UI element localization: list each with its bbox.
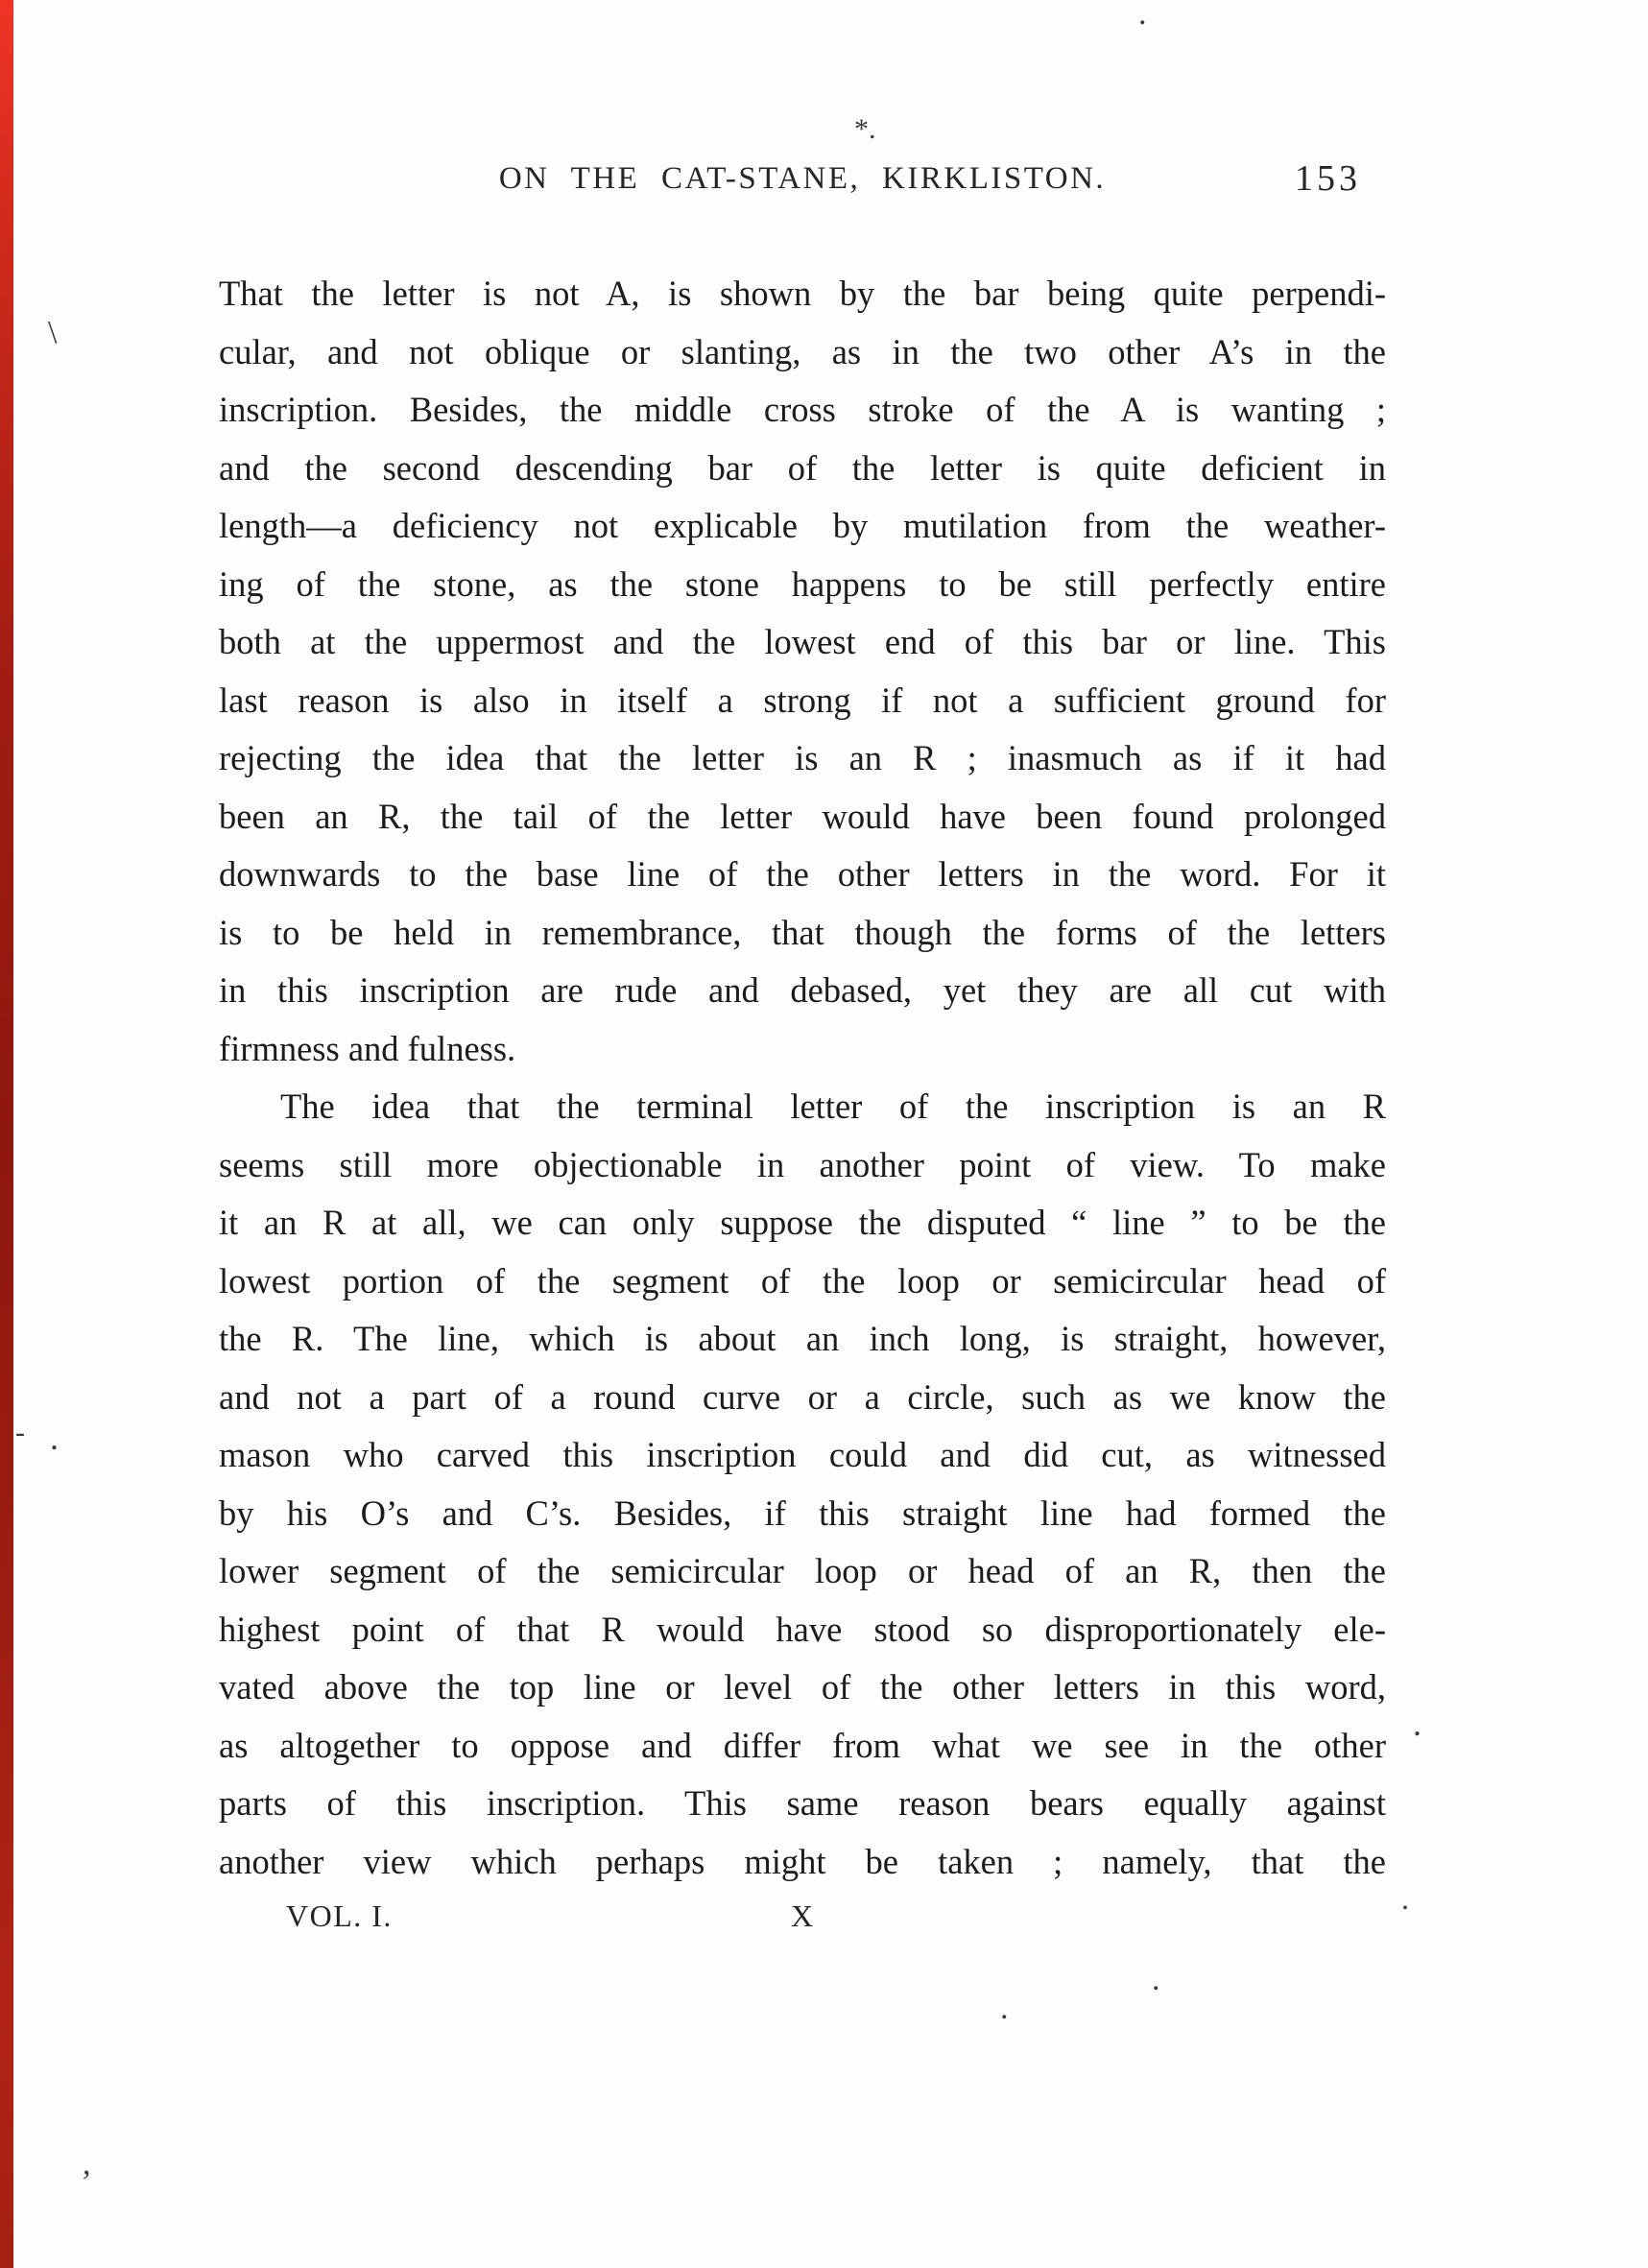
scan-speck: . bbox=[1152, 1962, 1160, 1997]
text-line: the R. The line, which is about an inch long, is straight, however, bbox=[219, 1319, 1386, 1358]
paragraph bbox=[219, 1078, 1386, 1891]
text-line: vated above the top line or level of the other letters in this word, bbox=[219, 1667, 1386, 1707]
text-line: length—a deficiency not explicable by mutilation from the weather- bbox=[219, 506, 1386, 545]
text-line: highest point of that R would have stood so disproportionately ele- bbox=[219, 1609, 1386, 1649]
text-line: and the second descending bar of the letter is quite deficient in bbox=[219, 447, 1386, 488]
text-line: by his O’s and C’s. Besides, if this straight line had formed the bbox=[219, 1492, 1386, 1533]
page-footer bbox=[219, 1898, 1386, 1943]
text-line: and not a part of a round curve or a circle, such as we know the bbox=[219, 1376, 1386, 1417]
text-line: in this inscription are rude and debased, yet they are all cut with bbox=[219, 970, 1386, 1010]
text-line: it an R at all, we can only suppose the disputed “ line ” to be the bbox=[219, 1203, 1386, 1242]
page-content bbox=[219, 158, 1386, 1943]
scan-speck: . bbox=[50, 1419, 59, 1457]
signature-mark: X bbox=[790, 1898, 815, 1933]
scan-speck: - bbox=[15, 1417, 25, 1448]
scan-speck: . bbox=[1000, 1991, 1009, 2026]
text-line: lowest portion of the segment of the loop or semicircular head of bbox=[219, 1260, 1386, 1301]
text-line: last reason is also in itself a strong if not a sufficient ground for bbox=[219, 680, 1386, 720]
scan-speck: *. bbox=[854, 113, 876, 145]
running-title: ON THE CAT-STANE, KIRKLISTON. bbox=[498, 161, 1107, 196]
text-line: The idea that the terminal letter of the inscription is an R bbox=[280, 1086, 1386, 1126]
text-line: firmness and fulness. bbox=[219, 1028, 516, 1068]
scan-speck: \ bbox=[48, 315, 58, 350]
paragraph bbox=[219, 265, 1386, 1078]
body-text bbox=[219, 265, 1386, 1891]
page-number: 153 bbox=[1295, 158, 1361, 199]
text-line: is to be held in remembrance, that though the forms of the letters bbox=[219, 912, 1386, 952]
text-line: another view which perhaps might be taken ; namely, that the bbox=[219, 1841, 1386, 1881]
scan-speck: . bbox=[1401, 1881, 1409, 1916]
text-line: rejecting the idea that the letter is an R ; inasmuch as if it had bbox=[219, 738, 1386, 777]
text-line: as altogether to oppose and differ from what we see in the other bbox=[219, 1725, 1386, 1765]
scan-speck: . bbox=[1138, 0, 1147, 32]
page-header bbox=[219, 158, 1386, 211]
text-line: lower segment of the semicircular loop or head of an R, then the bbox=[219, 1551, 1386, 1590]
text-line: parts of this inscription. This same reason bears equally against bbox=[219, 1783, 1386, 1823]
text-line: cular, and not oblique or slanting, as in the two other A’s in the bbox=[219, 331, 1386, 371]
text-line: mason who carved this inscription could and did cut, as witnessed bbox=[219, 1435, 1386, 1474]
text-line: ing of the stone, as the stone happens to be still perfectly entire bbox=[219, 563, 1386, 604]
scan-speck: . bbox=[1413, 1705, 1421, 1743]
text-line: inscription. Besides, the middle cross stroke of the A is wanting ; bbox=[219, 390, 1386, 429]
volume-label: VOL. I. bbox=[286, 1898, 393, 1933]
text-line: That the letter is not A, is shown by the bar being quite perpendi- bbox=[219, 274, 1386, 313]
text-line: both at the uppermost and the lowest end of this bar or line. This bbox=[219, 622, 1386, 661]
text-line: downwards to the base line of the other letters in the word. For it bbox=[219, 854, 1386, 894]
text-line: been an R, the tail of the letter would have been found prolonged bbox=[219, 796, 1386, 836]
text-line: seems still more objectionable in another point of view. To make bbox=[219, 1144, 1386, 1184]
scan-edge-strip bbox=[0, 0, 13, 2268]
scan-speck: , bbox=[83, 2146, 91, 2182]
